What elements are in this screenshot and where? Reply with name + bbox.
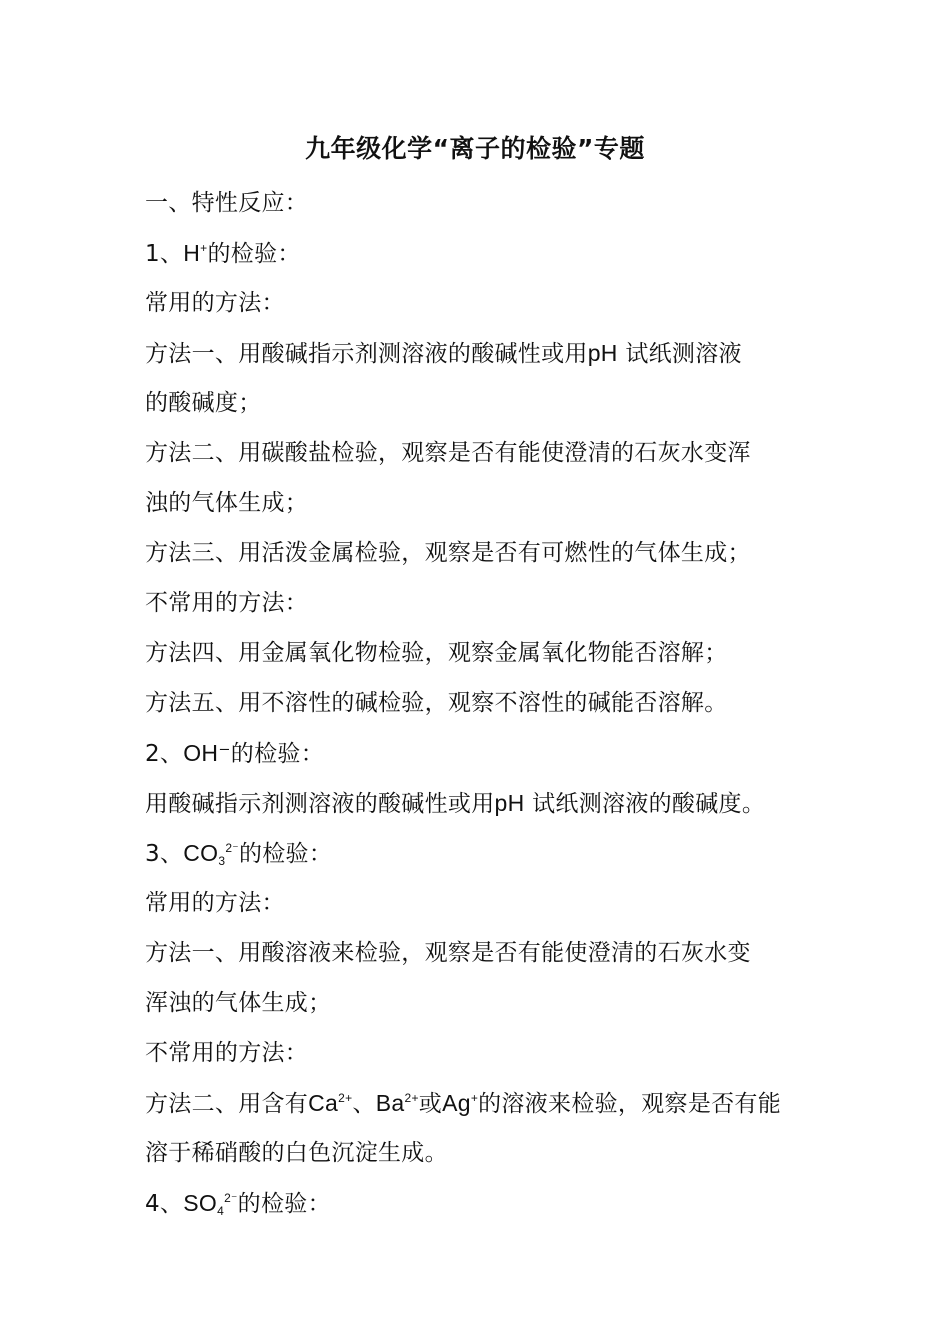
- h-ion-number: 1、: [145, 241, 184, 267]
- oh-ion-heading-suffix: 的检验：: [230, 741, 324, 767]
- so4-ion-charge: 2⁻: [224, 1191, 238, 1205]
- co3-method2-text-a: 方法二、用含有: [145, 1091, 309, 1117]
- h-ion-method1-text-a: 方法一、用酸碱指示剂测溶液的酸碱性或用: [145, 341, 588, 367]
- h-ion-method2-line2: 浊的气体生成；: [145, 490, 309, 516]
- oh-ion-method: [145, 778, 825, 828]
- so4-ion-subscript: 4: [217, 1204, 225, 1218]
- co3-ion-number: 3、: [145, 841, 184, 867]
- co3-ion-common-label: 常用的方法：: [145, 890, 285, 916]
- oh-ion-method-ph: pH: [494, 790, 525, 816]
- oh-ion-method-text-a: 用酸碱指示剂测溶液的酸碱性或用: [145, 791, 495, 817]
- so4-ion-symbol: SO: [183, 1190, 218, 1216]
- oh-ion-charge: ⁻: [218, 741, 231, 767]
- co3-ion-subscript: 3: [218, 854, 226, 868]
- h-ion-symbol: H: [183, 240, 201, 266]
- co3-method2-text-b: 的溶液来检验，观察是否有能: [478, 1091, 782, 1117]
- h-ion-method1-ph: pH: [587, 340, 618, 366]
- ba-ion-charge: 2+: [404, 1091, 419, 1105]
- oh-ion-method-text-b: 试纸测溶液的酸碱度。: [524, 791, 766, 817]
- co3-ion-method2-line1: [145, 1078, 825, 1128]
- ca-ion-charge: 2+: [338, 1091, 353, 1105]
- document-title: 九年级化学“离子的检验”专题: [305, 134, 645, 163]
- h-ion-method5: 方法五、用不溶性的碱检验，观察不溶性的碱能否溶解。: [145, 690, 728, 716]
- co3-ion-uncommon-label: 不常用的方法：: [145, 1040, 309, 1066]
- h-ion-heading-suffix: 的检验：: [207, 241, 301, 267]
- h-ion-charge: +: [200, 241, 208, 255]
- h-ion-uncommon-label: 不常用的方法：: [145, 590, 309, 616]
- document-body: [145, 178, 825, 1228]
- so4-ion-heading-suffix: 的检验：: [237, 1191, 331, 1217]
- h-ion-method3: 方法三、用活泼金属检验，观察是否有可燃性的气体生成；: [145, 540, 751, 566]
- section-heading: 一、特性反应：: [145, 190, 309, 216]
- co3-ion-heading: [145, 828, 825, 878]
- ag-ion-symbol: Ag: [442, 1090, 471, 1116]
- h-ion-method4: 方法四、用金属氧化物检验，观察金属氧化物能否溶解；: [145, 640, 728, 666]
- co3-ion-heading-suffix: 的检验：: [238, 841, 333, 867]
- co3-ion-method1-line2: 浑浊的气体生成；: [145, 990, 332, 1016]
- ba-ion-symbol: Ba: [375, 1090, 405, 1116]
- co3-ion-method2-line2: 溶于稀硝酸的白色沉淀生成。: [145, 1140, 448, 1166]
- h-ion-method1-text-b: 试纸测溶液: [617, 341, 742, 367]
- h-ion-method1-line2: 的酸碱度；: [145, 390, 262, 416]
- so4-ion-number: 4、: [145, 1191, 184, 1217]
- co3-ion-charge: 2⁻: [225, 841, 239, 855]
- oh-ion-number: 2、: [145, 741, 184, 767]
- ag-ion-charge: +: [470, 1091, 479, 1105]
- ca-ion-symbol: Ca: [308, 1090, 339, 1116]
- co3-ion-method1-line1: 方法一、用酸溶液来检验，观察是否有能使澄清的石灰水变: [145, 940, 751, 966]
- ion-separator: 、: [352, 1091, 376, 1117]
- h-ion-method1-line1: [145, 328, 825, 378]
- ion-or: 或: [418, 1091, 443, 1117]
- h-ion-heading: [145, 228, 825, 278]
- so4-ion-heading: [145, 1178, 825, 1228]
- oh-ion-heading: [145, 728, 825, 778]
- h-ion-method2-line1: 方法二、用碳酸盐检验，观察是否有能使澄清的石灰水变浑: [145, 440, 751, 466]
- h-ion-common-label: 常用的方法：: [145, 290, 285, 316]
- oh-ion-symbol: OH: [183, 740, 219, 766]
- co3-ion-symbol: CO: [183, 840, 219, 866]
